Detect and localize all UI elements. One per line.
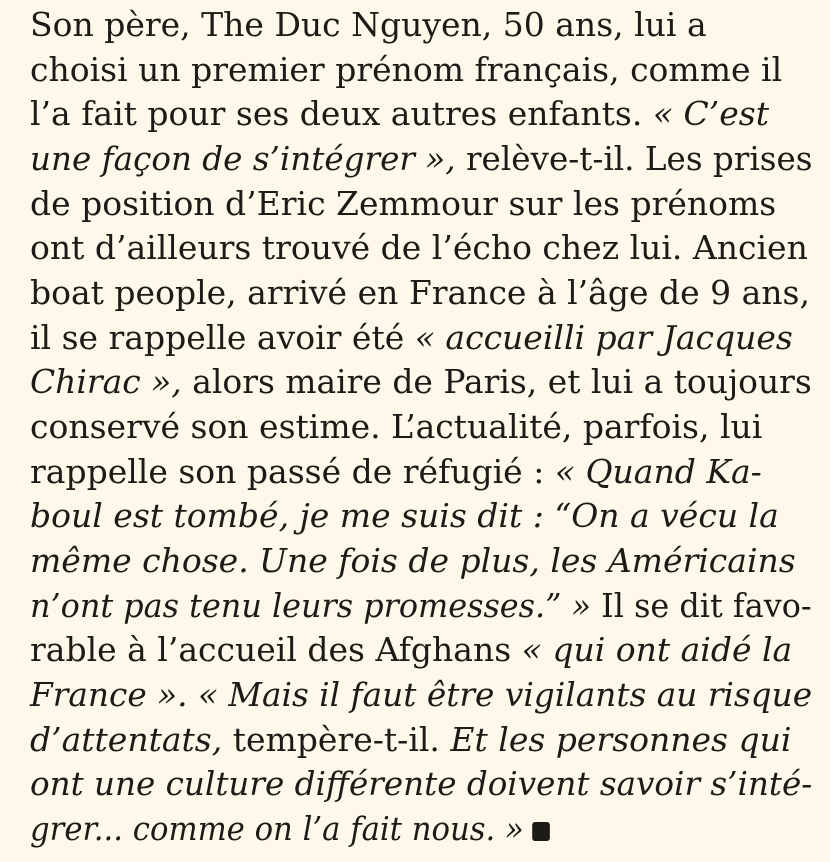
italic-quote-run: grer... comme on l’a fait nous. »: [30, 809, 524, 848]
paragraph-line: [30, 493, 812, 539]
text-run: de position d’Eric Zemmour sur les prénoms: [30, 184, 777, 223]
text-run: tempère-t-il.: [232, 720, 451, 759]
italic-quote-run: Chirac »,: [30, 362, 193, 401]
italic-quote-run: « Quand Ka-: [554, 452, 762, 491]
text-run: rappelle son passé de réfugié :: [30, 452, 555, 491]
paragraph-line: [30, 225, 812, 271]
paragraph-line: [30, 449, 812, 495]
text-run: l’a fait pour ses deux autres enfants.: [30, 94, 653, 133]
paragraph-line: [30, 627, 812, 673]
paragraph-line: [30, 672, 813, 718]
text-run: alors maire de Paris, et lui a toujours: [192, 362, 812, 401]
paragraph-line: [30, 404, 812, 450]
paragraph-line: [30, 806, 757, 852]
italic-quote-run: d’attentats,: [30, 720, 233, 759]
paragraph-line: [30, 717, 812, 763]
paragraph-line: [30, 181, 812, 227]
italic-quote-run: n’ont pas tenu leurs promesses.” »: [30, 586, 602, 625]
paragraph-line: [30, 91, 812, 137]
text-run: Il se dit favo-: [601, 586, 812, 625]
paragraph-line: [30, 315, 812, 361]
text-run: relève-t-il. Les prises: [465, 139, 813, 178]
paragraph-line: [30, 270, 812, 316]
text-run: choisi un premier prénom français, comme il: [30, 50, 783, 89]
paragraph-line: [30, 2, 812, 48]
paragraph-line: [30, 47, 812, 93]
text-run: conservé son estime. L’actualité, parfois, lui: [30, 407, 763, 446]
italic-quote-run: Et les personnes qui: [450, 720, 792, 759]
italic-quote-run: ont une culture différente doivent savoir s’inté-: [30, 764, 813, 803]
italic-quote-run: même chose. Une fois de plus, les Américains: [30, 541, 796, 580]
article-excerpt: [30, 0, 812, 862]
italic-quote-run: « accueilli par Jacques: [414, 318, 793, 357]
paragraph-line: [30, 583, 812, 629]
italic-quote-run: « C’est: [652, 94, 769, 133]
italic-quote-run: boul est tombé, je me suis dit : “On a vécu la: [30, 496, 779, 535]
text-run: boat people, arrivé en France à l’âge de 9 ans,: [30, 273, 810, 312]
italic-quote-run: une façon de s’intégrer »,: [30, 139, 466, 178]
italic-quote-run: « qui ont aidé la: [521, 630, 793, 669]
text-run: il se rappelle avoir été: [30, 318, 415, 357]
italic-quote-run: France ». « Mais il faut être vigilants au risque: [30, 675, 813, 714]
text-run: ont d’ailleurs trouvé de l’écho chez lui. Ancien: [30, 228, 808, 267]
paragraph-line: [30, 761, 813, 807]
paragraph-line: [30, 359, 810, 405]
paragraph-line: [30, 136, 813, 182]
text-run: Son père, The Duc Nguyen, 50 ans, lui a: [30, 5, 707, 44]
paragraph-line: [30, 538, 812, 584]
text-run: rable à l’accueil des Afghans: [30, 630, 522, 669]
end-of-article-square-icon: [532, 822, 550, 841]
